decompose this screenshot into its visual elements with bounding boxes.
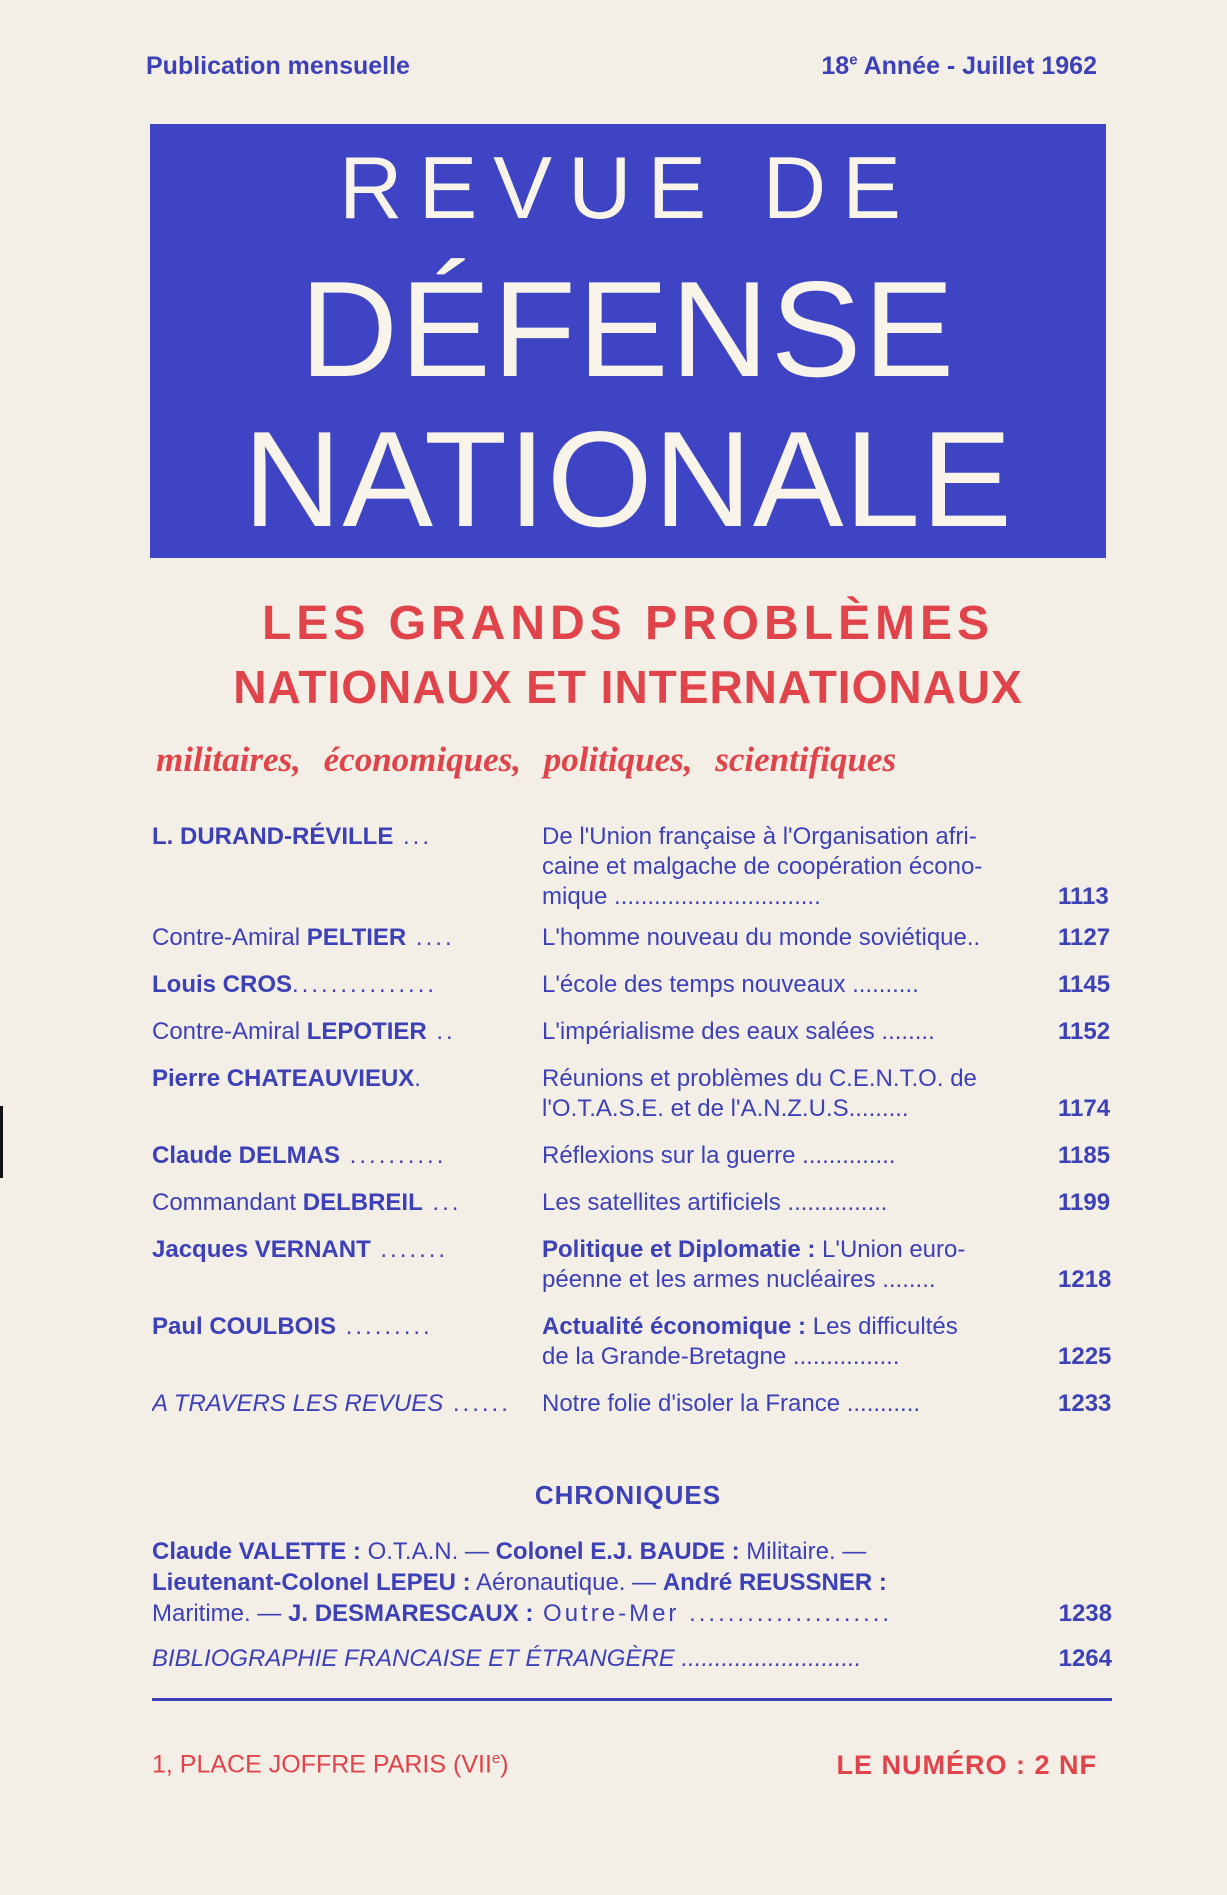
toc-title-line	[542, 1094, 1082, 1124]
toc-title-text: Les difficultés	[806, 1313, 958, 1340]
toc-author-leader: ...	[422, 1189, 462, 1216]
toc-author-name: DELBREIL	[302, 1189, 423, 1216]
toc-author	[152, 1389, 537, 1419]
toc-author-leader: ...	[393, 823, 432, 850]
toc-author-leader: .	[414, 1065, 424, 1092]
toc-author	[152, 822, 537, 852]
divider	[152, 1698, 1112, 1701]
toc-page: 1199	[1058, 1189, 1111, 1216]
toc-title-line	[542, 1342, 1082, 1372]
chroniques-line-2: Lieutenant-Colonel LEPEU : Aéronautique. — André REUSSNER :	[152, 1569, 887, 1596]
toc-title-text: L'Union euro-	[815, 1236, 966, 1263]
toc-title-line	[542, 1017, 1082, 1047]
toc-author-rank: Contre-Amiral	[152, 924, 307, 951]
issue-date: 18e Année - Juillet 1962	[821, 51, 1097, 80]
toc-section-name: A TRAVERS LES REVUES	[152, 1390, 444, 1417]
toc-author-leader: ....	[406, 924, 455, 951]
toc-title-line	[542, 852, 1082, 882]
toc-page: 1185	[1058, 1142, 1111, 1169]
publication-frequency: Publication mensuelle	[146, 52, 410, 80]
toc-title-text: L'école des temps nouveaux ..........	[542, 971, 919, 998]
toc-page: 1174	[1058, 1095, 1111, 1122]
toc-title-text: de la Grande-Bretagne ................	[542, 1343, 900, 1370]
toc-rubric: Actualité économique :	[542, 1313, 807, 1340]
toc-rubric: Politique et Diplomatie :	[542, 1236, 816, 1263]
toc-title	[542, 1141, 1082, 1171]
chroniques-line-1: Claude VALETTE : O.T.A.N. — Colonel E.J. BAUDE : Militaire. —	[152, 1538, 867, 1565]
chroniques-line-3: Maritime. — J. DESMARESCAUX : Outre-Mer ..................... 1238	[152, 1600, 1112, 1627]
toc-title-line	[542, 1141, 1082, 1171]
toc-title-text: L'homme nouveau du monde soviétique..	[542, 924, 981, 951]
toc-author-leader: ......	[443, 1390, 511, 1417]
toc-author-leader: ...............	[292, 971, 438, 998]
toc-title	[542, 1064, 1082, 1124]
toc-author-leader: .......	[370, 1236, 449, 1263]
toc-title	[542, 1389, 1082, 1419]
toc-author	[152, 1312, 537, 1342]
toc-author-name: Louis CROS	[152, 971, 293, 998]
toc-page: 1145	[1058, 971, 1111, 998]
toc-author-leader: ..........	[340, 1142, 447, 1169]
toc-title-text: Réunions et problèmes du C.E.N.T.O. de	[542, 1065, 977, 1092]
subtitle-line-2: NATIONAUX ET INTERNATIONAUX	[233, 661, 1023, 713]
subtitle-line-1: LES GRANDS PROBLÈMES	[261, 597, 995, 650]
toc-title-line	[542, 970, 1082, 1000]
issue-price: LE NUMÉRO : 2 NF	[836, 1750, 1097, 1780]
toc-title	[542, 1188, 1082, 1218]
toc-title-text: L'impérialisme des eaux salées ........	[542, 1018, 935, 1045]
bibliography-page: 1264	[1058, 1645, 1112, 1672]
toc-title	[542, 923, 1082, 953]
toc-page: 1218	[1058, 1266, 1112, 1293]
toc-title-text: De l'Union française à l'Organisation afri-	[542, 823, 977, 850]
toc-page: 1152	[1058, 1018, 1111, 1045]
toc-author-name: Jacques VERNANT	[152, 1236, 371, 1263]
banner-line-2: DÉFENSE	[299, 253, 957, 405]
toc-title-line	[542, 923, 1082, 953]
bibliography-line: BIBLIOGRAPHIE FRANCAISE ET ÉTRANGÈRE ........................... 1264	[152, 1645, 1112, 1672]
toc-title	[542, 970, 1082, 1000]
banner-line-3: NATIONALE	[243, 403, 1013, 555]
publisher-address: 1, PLACE JOFFRE PARIS (VIIe)	[152, 1750, 509, 1779]
masthead-line	[146, 52, 1097, 86]
toc-title-line	[542, 822, 1082, 852]
toc-page: 1233	[1058, 1390, 1112, 1417]
chroniques-heading: CHRONIQUES	[534, 1480, 722, 1510]
toc-title-line	[542, 1312, 1082, 1342]
toc-title-line	[542, 882, 1082, 912]
subtitle-themes: militaires, économiques, politiques, scientifiques	[156, 740, 897, 779]
toc-title	[542, 822, 1082, 912]
toc-title-line	[542, 1064, 1082, 1094]
toc-title	[542, 1017, 1082, 1047]
toc-author	[152, 970, 537, 1000]
toc-author-rank: Commandant	[152, 1189, 303, 1216]
toc-author	[152, 1064, 537, 1094]
toc-title-text: Notre folie d'isoler la France ...........	[542, 1390, 921, 1417]
toc-title-line	[542, 1235, 1082, 1265]
toc-author-name: LEPOTIER	[306, 1018, 427, 1045]
toc-author-name: L. DURAND-RÉVILLE	[152, 823, 394, 850]
toc-author	[152, 923, 537, 953]
toc-title-text: caine et malgache de coopération écono-	[542, 853, 983, 880]
toc-page: 1113	[1058, 883, 1109, 910]
chroniques-block	[152, 1536, 1112, 1629]
toc-author	[152, 1235, 537, 1265]
toc-author-name: Pierre CHATEAUVIEUX	[152, 1065, 415, 1092]
toc-title-line	[542, 1389, 1082, 1419]
toc-author-name: PELTIER	[306, 924, 407, 951]
toc-author-leader: .........	[336, 1313, 433, 1340]
title-banner	[150, 124, 1106, 558]
toc-author-leader: ..	[426, 1018, 456, 1045]
chroniques-page: 1238	[1058, 1600, 1112, 1627]
toc-author	[152, 1141, 537, 1171]
toc-author-name: Claude DELMAS	[152, 1142, 341, 1169]
toc-title-line	[542, 1265, 1082, 1295]
toc-page: 1127	[1058, 924, 1111, 951]
toc-author	[152, 1017, 537, 1047]
toc-title-text: mique ...............................	[542, 883, 821, 910]
toc-title-text: Réflexions sur la guerre ..............	[542, 1142, 896, 1169]
toc-page: 1225	[1058, 1343, 1112, 1370]
toc-title-text: Les satellites artificiels ...............	[542, 1189, 888, 1216]
toc-title-text: péenne et les armes nucléaires ........	[542, 1266, 936, 1293]
toc-author-name: Paul COULBOIS	[152, 1313, 337, 1340]
toc-title-text: l'O.T.A.S.E. et de l'A.N.Z.U.S.........	[542, 1095, 909, 1122]
toc-author-rank: Contre-Amiral	[152, 1018, 307, 1045]
toc-title-line	[542, 1188, 1082, 1218]
toc-title	[542, 1235, 1082, 1295]
toc-author	[152, 1188, 537, 1218]
scan-edge-mark	[0, 1106, 3, 1178]
banner-line-1: REVUE DE	[339, 138, 917, 237]
toc-title	[542, 1312, 1082, 1372]
